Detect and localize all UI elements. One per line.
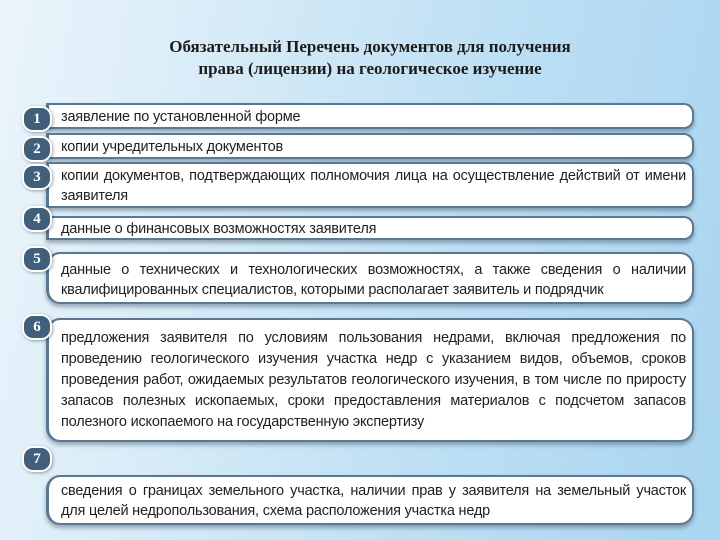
list-item-2 [46, 133, 694, 159]
number-badge-5: 5 [22, 246, 52, 272]
page-title [60, 36, 680, 80]
title-line-2: права (лицензии) на геологическое изучение [198, 59, 542, 78]
item-2-text: копии учредительных документов [61, 139, 284, 155]
item-7-text: сведения о границах земельного участка, наличии прав у заявителя на земельный участок для целей недропользования, схема расположения участка недр [61, 483, 686, 519]
number-badge-2: 2 [22, 136, 52, 162]
number-badge-7: 7 [22, 446, 52, 472]
item-4-text: данные о финансовых возможностях заявителя [61, 221, 377, 237]
item-1-text: заявление по установленной форме [61, 109, 301, 125]
list-item-1 [46, 103, 694, 129]
list-item-7 [46, 475, 694, 525]
item-5-text: данные о технических и технологических возможностях, а также сведения о наличии квалифицированных специалистов, которыми располагает заявитель и подрядчик [61, 262, 686, 298]
list-item-3 [46, 162, 694, 208]
number-badge-6: 6 [22, 314, 52, 340]
number-badge-4: 4 [22, 206, 52, 232]
number-badge-1: 1 [22, 106, 52, 132]
item-6-text: предложения заявителя по условиям пользования недрами, включая предложения по проведению геологического изучения участка недр с указанием видов, объемов, сроков проведения работ, ожидаемых результатов геологического изучения, в том числе по приросту запасов полезных ископаемых, сроки предоставления материалов с подсчетом запасов полезного ископаемого на государственную экспертизу [61, 330, 686, 430]
title-line-1: Обязательный Перечень документов для получения [169, 37, 571, 56]
list-item-6 [46, 318, 694, 442]
list-item-5 [46, 252, 694, 304]
number-badge-3: 3 [22, 164, 52, 190]
list-item-4 [46, 216, 694, 240]
item-3-text: копии документов, подтверждающих полномочия лица на осуществление действий от имени заявителя [61, 168, 686, 204]
